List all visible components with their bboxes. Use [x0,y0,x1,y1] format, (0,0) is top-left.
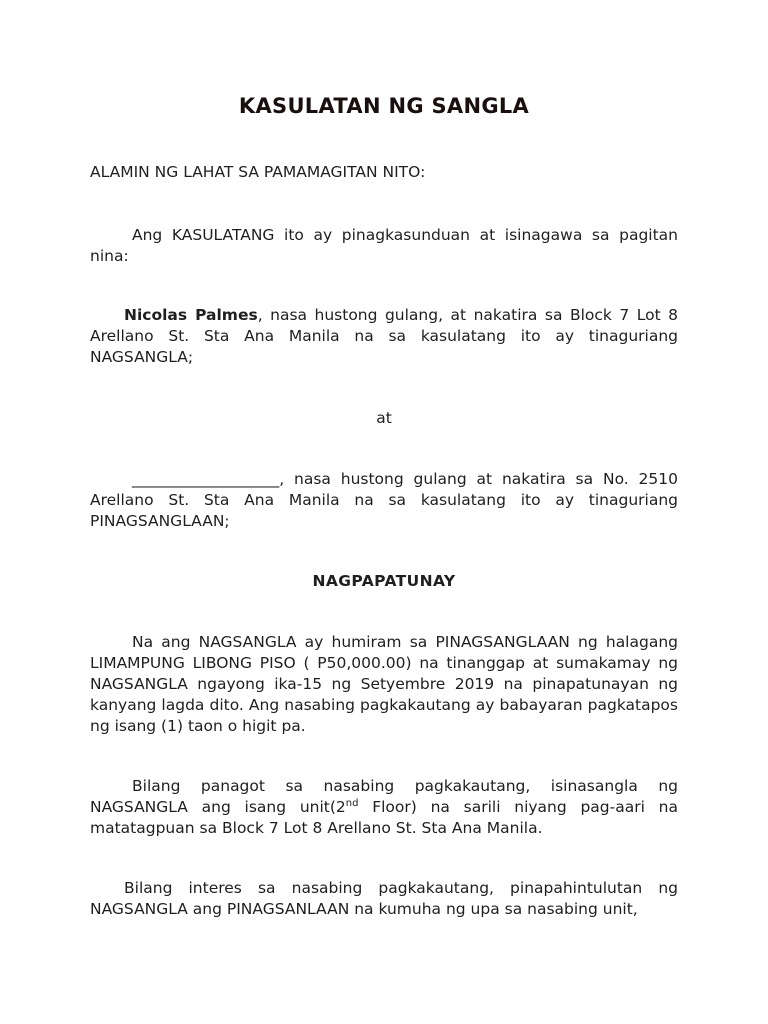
ordinal-suffix: nd [345,797,359,809]
collateral-text-end: Floor) na sarili niyang pag-aari na matatagpuan sa Block 7 Lot 8 Arellano St. Sta Ana Manila. [90,798,678,837]
collateral-text-start: Bilang panagot sa nasabing pagkakautang, isinasangla ng NAGSANGLA ang isang unit(2 [90,777,678,816]
intro-line: ALAMIN NG LAHAT SA PAMAMAGITAN NITO: [90,163,426,181]
party-two-name-blank: ___________________ [132,470,280,488]
party-one-details: , nasa hustong gulang, at nakatira sa Block 7 Lot 8 Arellano St. Sta Ana Manila na sa kasulatang ito ay tinaguriang NAGSANGLA; [90,306,679,366]
party-one-name: Nicolas Palmes [124,306,258,324]
paragraph-interest: Bilang interes sa nasabing pagkakautang, pinapahintulutan ng NAGSANGLA ang PINAGSANLAAN na kumuha ng upa sa nasabing unit, [90,879,678,918]
paragraph-collateral [90,776,678,839]
party-two-details: , nasa hustong gulang at nakatira sa No. 2510 Arellano St. Sta Ana Manila na sa kasulatang ito ay tinaguriang PINAGSANGLAAN; [90,470,678,530]
paragraph-party-two [90,469,678,532]
conjunction-at: at [376,409,392,427]
paragraph-party-one [90,305,678,368]
document-title: KASULATAN NG SANGLA [238,94,530,118]
paragraph-loan-terms: Na ang NAGSANGLA ay humiram sa PINAGSANGLAAN ng halagang LIMAMPUNG LIBONG PISO ( P50,000.00) na tinanggap at sumakamay ng NAGSANGLA ngayong ika-15 ng Setyembre 2019 na pinapatunayan ng kanyang lagda dito. Ang nasabing pagkakautang ay babayaran pagkatapos ng isang (1) taon o higit pa. [90,633,678,735]
paragraph-parties-intro: Ang KASULATANG ito ay pinagkasunduan at isinagawa sa pagitan nina: [90,226,678,265]
section-heading: NAGPAPATUNAY [312,572,456,590]
